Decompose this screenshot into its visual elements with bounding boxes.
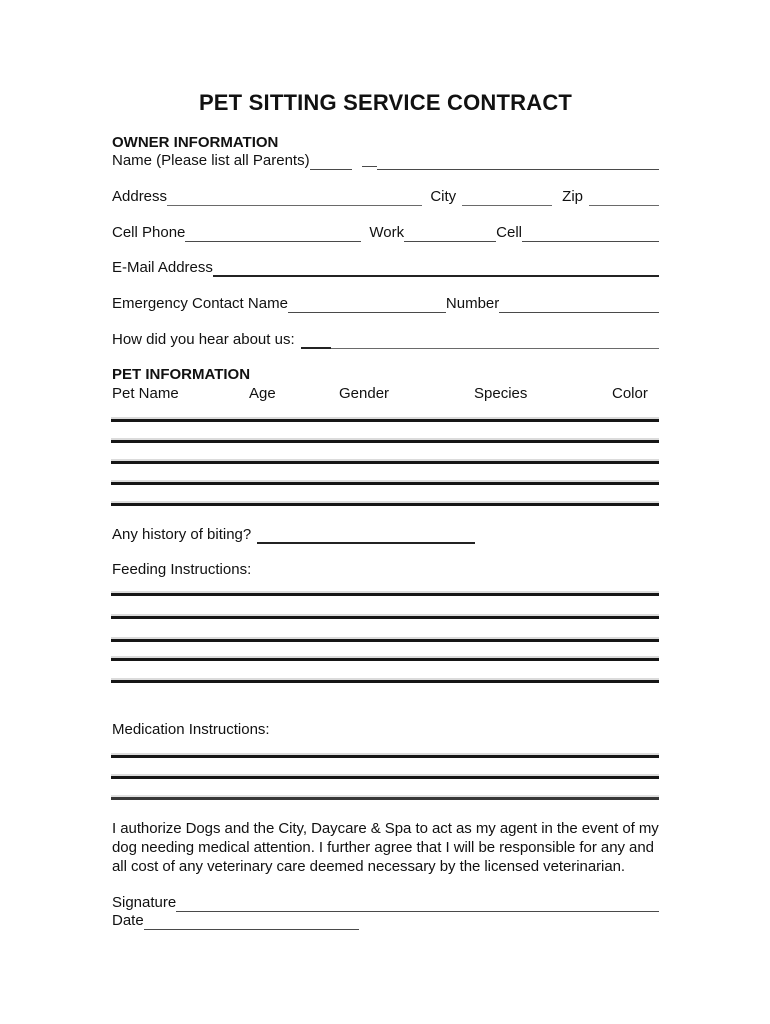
date-fill-line[interactable]	[144, 912, 359, 930]
feeding-instructions-line[interactable]	[111, 639, 659, 642]
emergency-name-label: Emergency Contact Name	[112, 295, 288, 312]
address-label: Address	[112, 188, 168, 205]
medication-instructions-line[interactable]	[111, 797, 659, 800]
name-row	[112, 151, 659, 170]
pet-column-species: Species	[474, 385, 528, 402]
emergency-name-fill-line[interactable]	[288, 295, 446, 313]
biting-fill-line[interactable]	[257, 525, 475, 544]
signature-label: Signature	[112, 894, 177, 911]
name-fill-line-dash[interactable]	[362, 149, 377, 167]
cell-phone-fill-line[interactable]	[185, 224, 361, 242]
medication-instructions-label: Medication Instructions:	[112, 721, 270, 738]
pet-table-row-line[interactable]	[111, 503, 659, 506]
date-row	[112, 911, 659, 930]
referral-fill-line-short[interactable]	[301, 330, 331, 349]
name-fill-line[interactable]	[310, 152, 352, 170]
pet-column-age: Age	[249, 385, 276, 402]
pet-table-row-line[interactable]	[111, 461, 659, 464]
feeding-instructions-line[interactable]	[111, 658, 659, 661]
cell-fill-line[interactable]	[522, 224, 659, 242]
pet-column-color: Color	[612, 385, 648, 402]
city-label: City	[430, 188, 457, 205]
zip-label: Zip	[562, 188, 583, 205]
feeding-instructions-line[interactable]	[111, 680, 659, 683]
work-fill-line[interactable]	[404, 224, 496, 242]
work-label: Work	[369, 224, 405, 241]
cell-label: Cell	[496, 224, 522, 241]
pet-table-row-line[interactable]	[111, 482, 659, 485]
pet-table-row-line[interactable]	[111, 419, 659, 422]
signature-fill-line[interactable]	[176, 894, 659, 912]
pet-table-row-line[interactable]	[111, 440, 659, 443]
medication-instructions-line[interactable]	[111, 755, 659, 758]
signature-row	[112, 893, 659, 912]
page-title: PET SITTING SERVICE CONTRACT	[198, 90, 573, 115]
name-label: Name (Please list all Parents)	[112, 152, 310, 169]
feeding-instructions-line[interactable]	[111, 616, 659, 619]
feeding-instructions-line[interactable]	[111, 593, 659, 596]
referral-label: How did you hear about us:	[112, 331, 295, 348]
email-label: E-Mail Address	[112, 259, 213, 276]
emergency-number-fill-line[interactable]	[499, 295, 659, 313]
referral-row	[112, 330, 659, 349]
address-row	[112, 187, 659, 206]
cell-phone-label: Cell Phone	[112, 224, 186, 241]
emergency-contact-row	[112, 294, 659, 313]
owner-information-heading: OWNER INFORMATION	[112, 134, 279, 151]
biting-row	[112, 525, 659, 544]
zip-fill-line[interactable]	[589, 188, 659, 206]
feeding-instructions-label: Feeding Instructions:	[112, 561, 252, 578]
name-fill-line-long[interactable]	[377, 152, 659, 170]
emergency-number-label: Number	[445, 295, 500, 312]
city-fill-line[interactable]	[462, 188, 552, 206]
medication-instructions-line[interactable]	[111, 776, 659, 779]
phone-row	[112, 223, 659, 242]
biting-label: Any history of biting?	[112, 526, 252, 543]
pet-column-gender: Gender	[339, 385, 390, 402]
pet-information-heading: PET INFORMATION	[112, 366, 251, 383]
pet-column-pet-name: Pet Name	[112, 385, 179, 402]
email-row	[112, 258, 659, 277]
address-fill-line[interactable]	[167, 188, 422, 206]
date-label: Date	[112, 912, 144, 929]
email-fill-line[interactable]	[213, 258, 659, 277]
referral-fill-line-long[interactable]	[331, 331, 659, 349]
authorization-paragraph: I authorize Dogs and the City, Daycare & Spa to act as my agent in the event of my dog needing medical attention. I further agree that I will be responsible for any and all cost of any veterinary care deemed necessary by the licensed veterinarian.	[112, 820, 659, 875]
